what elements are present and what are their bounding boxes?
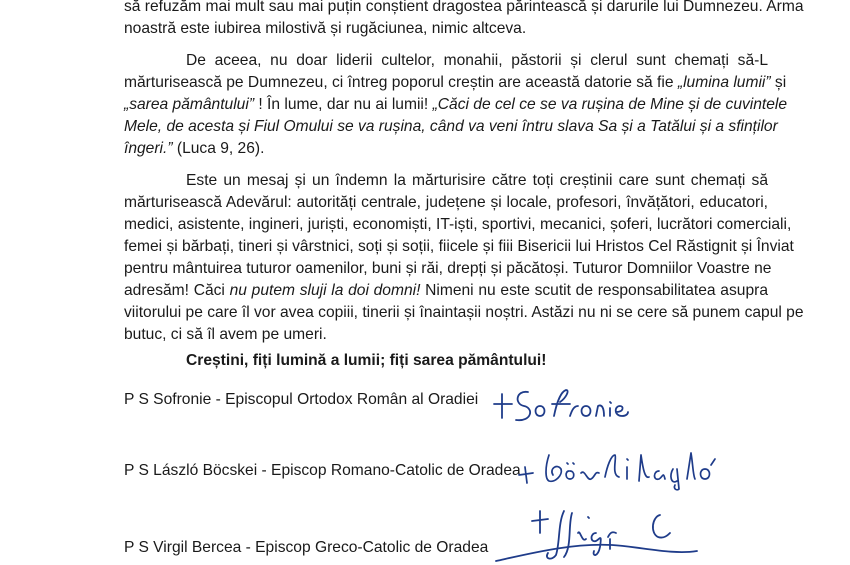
paragraph-2-line-1: De aceea, nu doar liderii cultelor, monahii, păstorii și clerul sunt chemați să-L [186, 52, 768, 69]
paragraph-2-line-2: mărturisească pe Dumnezeu, ci întreg poporul creștin are această datorie să fie „lumina lumii” și [124, 74, 787, 91]
signature-3-handwritten [492, 503, 702, 565]
paragraph-2-line-5: îngeri.” (Luca 9, 26). [124, 140, 265, 157]
paragraph-3-line-3: medici, asistente, ingineri, juriști, economiști, IT-iști, sportivi, mecanici, șoferi, lucrători comerciali, [124, 216, 792, 233]
closing-motto: Creștini, fiți lumină a lumii; fiți sarea pământului! [186, 352, 547, 369]
signatory-1-line: P S Sofronie - Episcopul Ortodox Român al Oradiei [124, 391, 479, 408]
signatory-2-line: P S László Böcskei - Episcop Romano-Catolic de Oradea [124, 462, 521, 479]
paragraph-1-line-1: să refuzăm mai mult sau mai puțin conștient dragostea părintească și darurile lui Dumnezeu. Arma [124, 0, 804, 15]
paragraph-3-line-6: adresăm! Căci nu putem sluji la doi domni! Nimeni nu este scutit de responsabilitatea asupra [124, 282, 768, 299]
paragraph-3-line-1: Este un mesaj și un îndemn la mărturisire către toți creștinii care sunt chemați să [186, 172, 768, 189]
signatory-3-line: P S Virgil Bercea - Episcop Greco-Catolic de Oradea [124, 539, 489, 556]
paragraph-2-line-4: Mele, de acesta și Fiul Omului se va rușina, când va veni întru slava Sa și a Tatălui și a sfinților [124, 118, 778, 135]
paragraph-3-line-2: mărturisească Adevărul: autorități centrale, județene și locale, profesori, învățători, educatori, [124, 194, 768, 211]
signature-1-handwritten [490, 382, 630, 426]
paragraph-3-line-7: viitorului pe care îl vor avea copiii, tinerii și înaintașii noștri. Astăzi nu ni se cere să punem capul pe [124, 304, 804, 321]
signature-2-handwritten [515, 445, 725, 491]
paragraph-3-line-8: butuc, ci să îl avem pe umeri. [124, 326, 327, 343]
paragraph-3-line-5: pentru mântuirea tuturor oamenilor, buni și răi, drepți și păcătoși. Tuturor Domniilor Voastre ne [124, 260, 772, 277]
paragraph-2-line-3: „sarea pământului” ! În lume, dar nu ai lumii! „Căci de cel ce se va rușina de Mine și de cuvintele [124, 96, 788, 113]
paragraph-3-line-4: femei și bărbați, tineri și vârstnici, soți și soții, fiicele și fiii Bisericii lui Hristos Cel Răstignit și Înviat [124, 238, 794, 255]
paragraph-1-line-2: noastră este iubirea milostivă și rugăciunea, nimic altceva. [124, 20, 527, 37]
